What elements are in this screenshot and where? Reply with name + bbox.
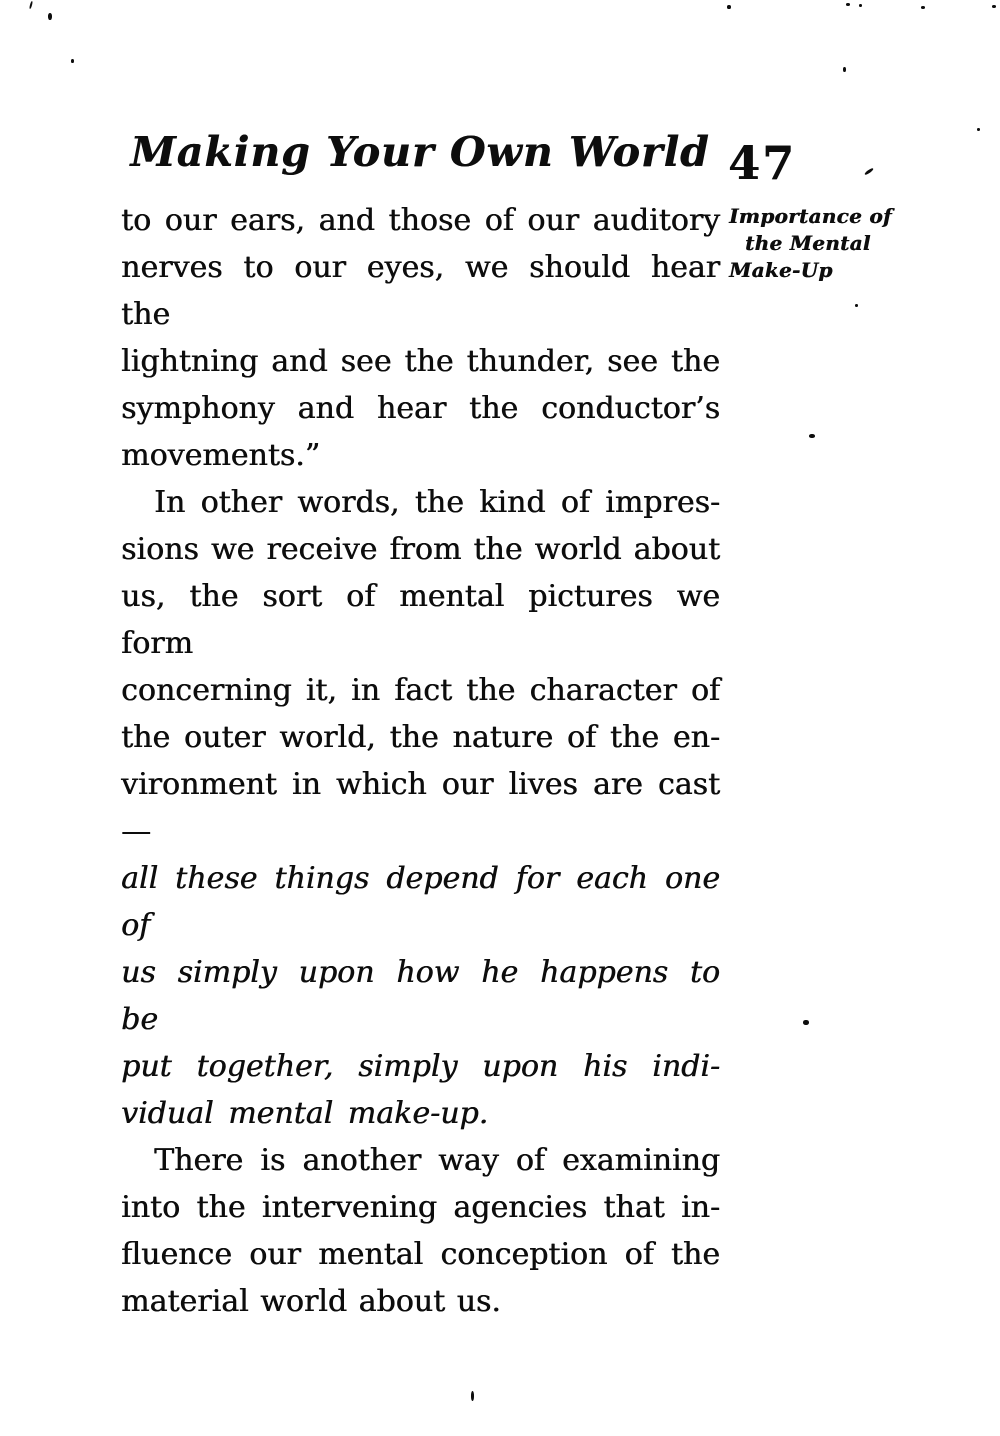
- scan-speck: [803, 1020, 809, 1025]
- scan-speck: [855, 304, 858, 307]
- scan-speck: [846, 3, 850, 6]
- margin-note-line: the Mental: [745, 231, 871, 255]
- body-line: lightning and see the thunder, see the: [121, 344, 720, 379]
- body-line: fluence our mental conception of the: [121, 1237, 720, 1272]
- scan-speck: [727, 5, 731, 9]
- body-line: vidual mental make-up.: [121, 1096, 489, 1131]
- scan-speck: [809, 434, 815, 438]
- scan-speck: [48, 13, 52, 20]
- body-line: the outer world, the nature of the en-: [121, 720, 720, 755]
- running-head-container: [120, 128, 720, 176]
- scan-speck: [471, 1391, 474, 1401]
- body-line: nerves to our eyes, we should hear the: [121, 250, 720, 332]
- body-line: all these things depend for each one of: [121, 861, 720, 943]
- scan-speck: [843, 67, 846, 72]
- body-line: us, the sort of mental pictures we form: [121, 579, 720, 661]
- body-line: material world about us.: [121, 1284, 501, 1319]
- body-line: There is another way of examining: [154, 1143, 720, 1178]
- body-line: movements.”: [121, 438, 321, 473]
- scan-speck: [71, 59, 74, 63]
- scan-speck: [992, 5, 996, 8]
- body-text: [121, 197, 720, 1325]
- margin-note: [729, 203, 929, 284]
- scan-speck: [864, 167, 874, 175]
- body-line: In other words, the kind of impres-: [154, 485, 720, 520]
- page-number: 47: [728, 136, 797, 190]
- margin-note-line: Importance of: [729, 204, 892, 228]
- body-line: put together, simply upon his indi-: [121, 1049, 720, 1084]
- body-line: into the intervening agencies that in-: [121, 1190, 720, 1225]
- body-line: symphony and hear the conductor’s: [121, 391, 720, 426]
- scan-speck: [921, 6, 925, 9]
- margin-note-line: Make-Up: [729, 258, 833, 282]
- body-line: vironment in which our lives are cast —: [121, 767, 720, 849]
- scan-speck: [859, 4, 862, 7]
- body-line: concerning it, in fact the character of: [121, 673, 720, 708]
- scan-speck: [977, 128, 980, 131]
- body-line: sions we receive from the world about: [121, 532, 720, 567]
- scan-speck: [29, 1, 33, 9]
- running-head-title: Making Your Own World: [130, 128, 710, 176]
- body-line: to our ears, and those of our auditory: [121, 203, 720, 238]
- body-line: us simply upon how he happens to be: [121, 955, 720, 1037]
